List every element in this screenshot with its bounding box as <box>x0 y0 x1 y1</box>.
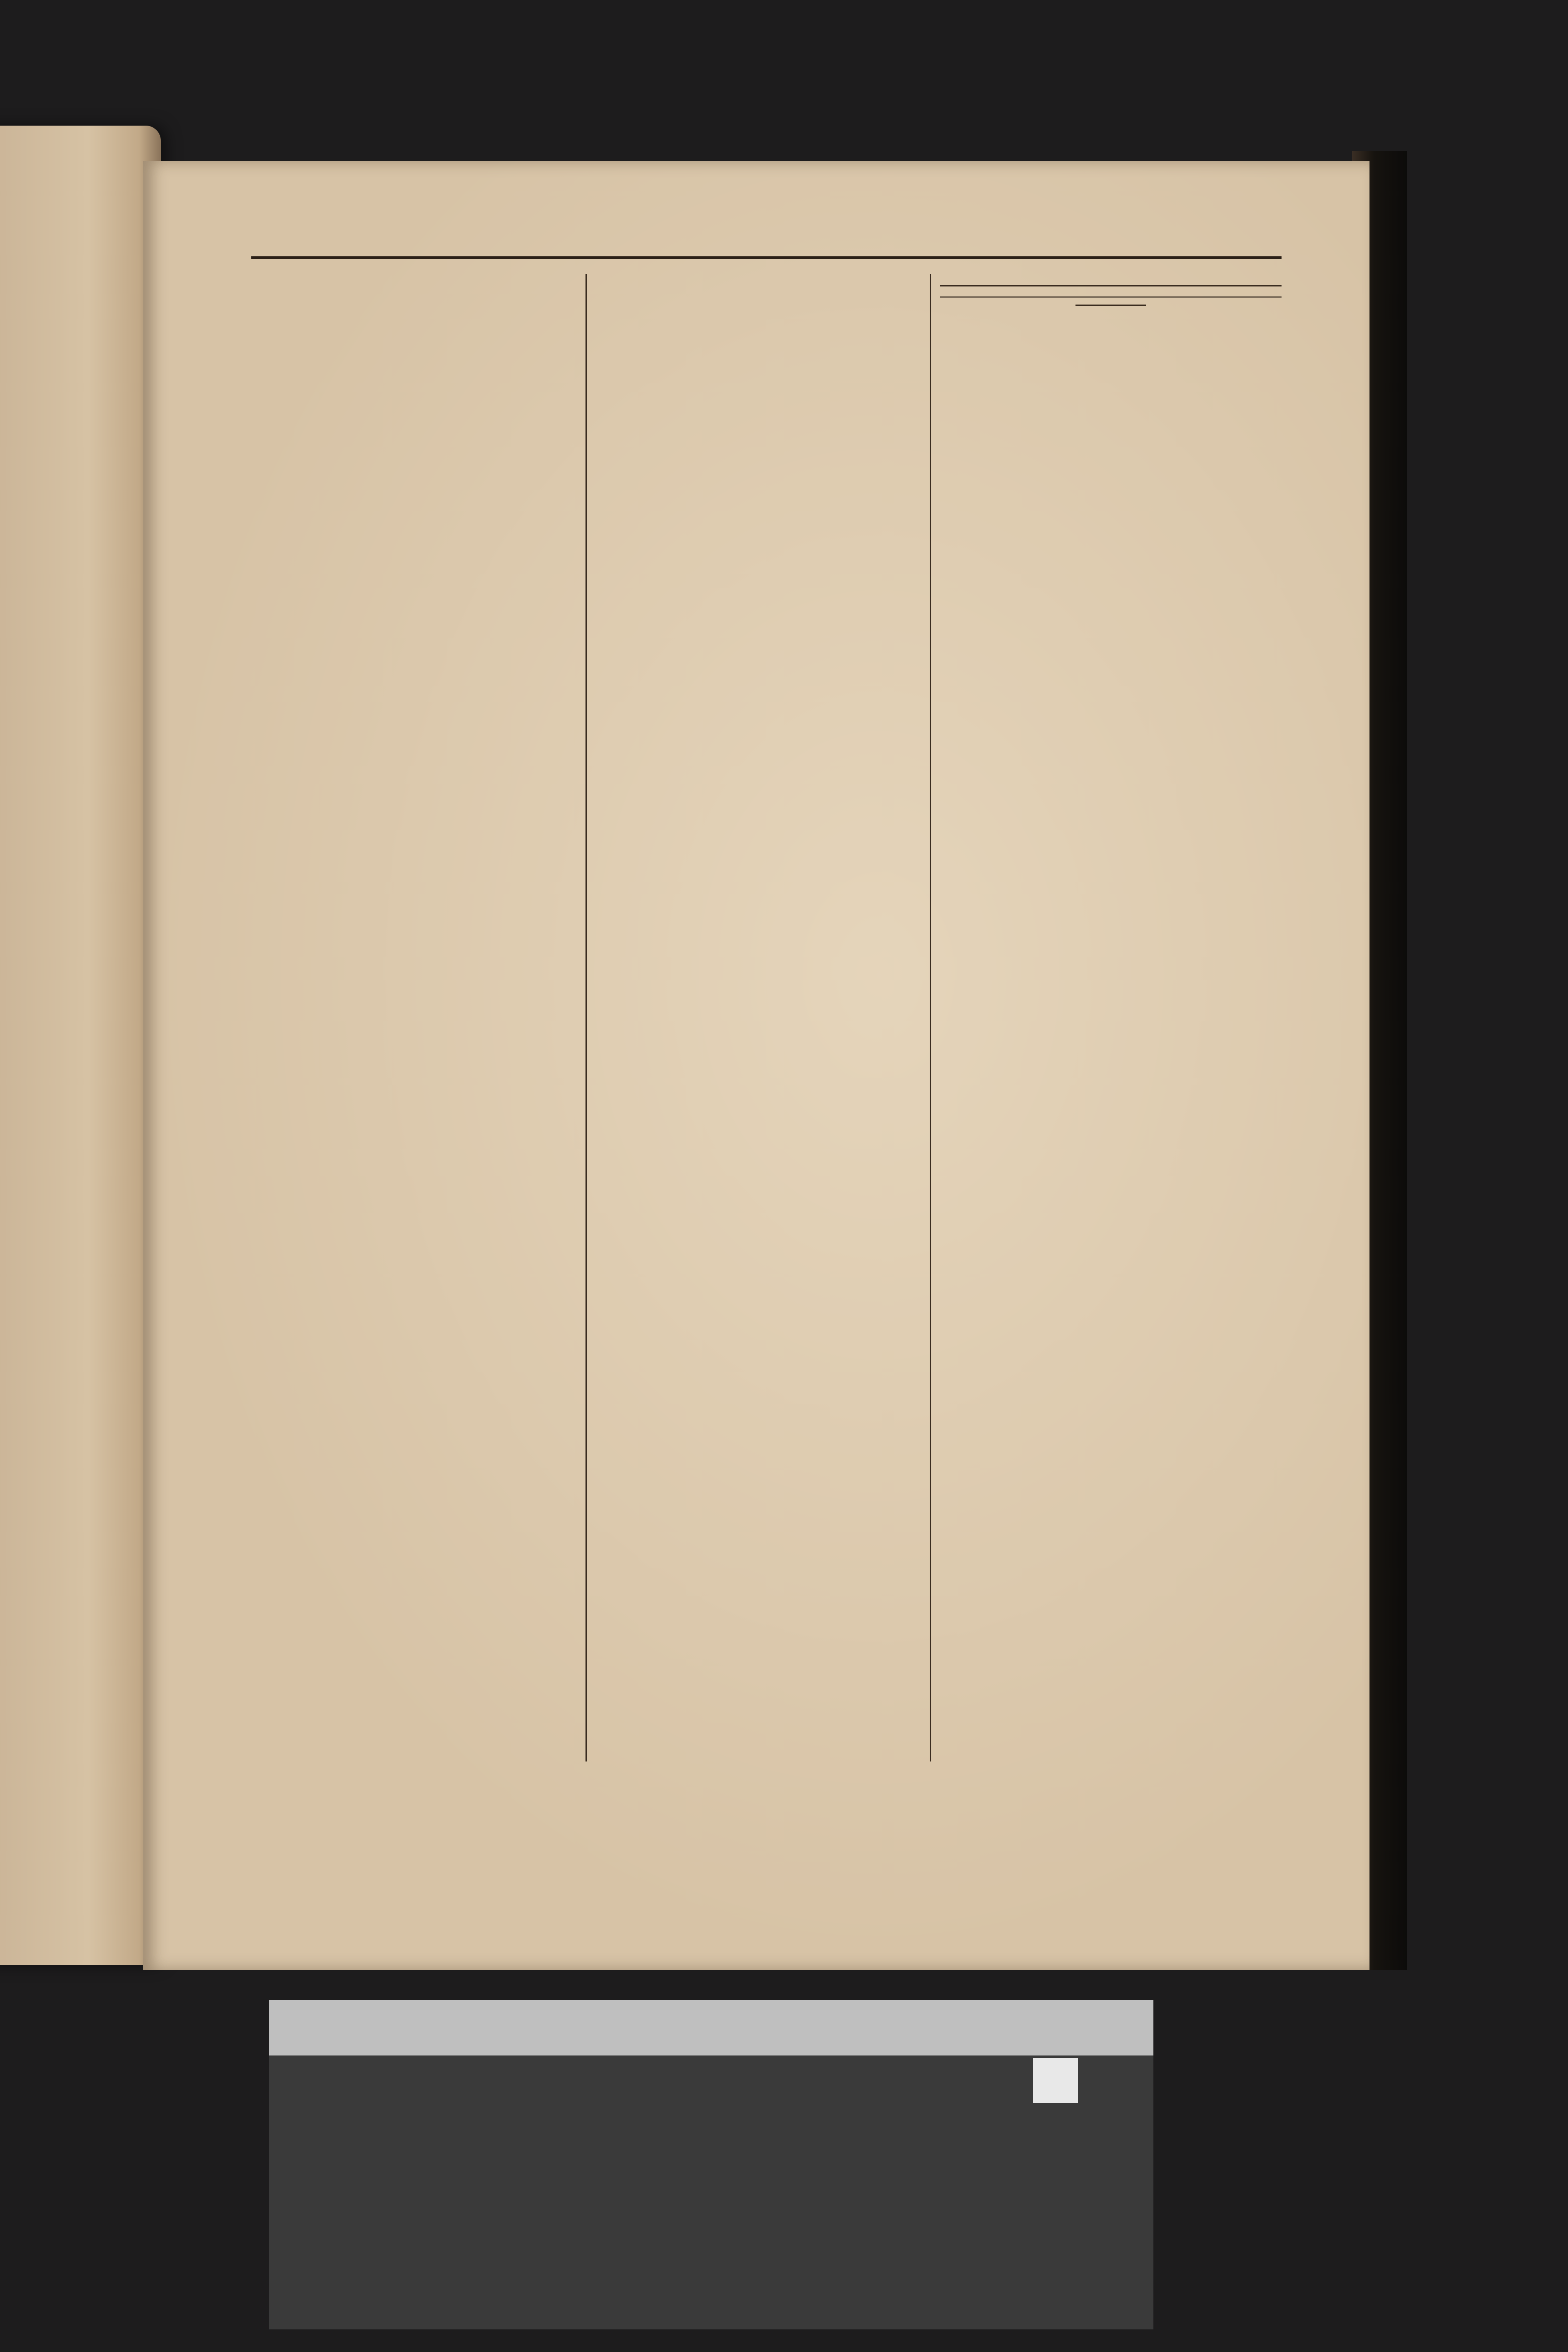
text-column-2 <box>596 274 922 1782</box>
colour-chart <box>269 2000 1153 2329</box>
donation-total-label <box>940 297 1241 298</box>
header-rule <box>251 256 1282 259</box>
section-rule <box>1075 305 1146 306</box>
previous-page <box>0 126 161 1965</box>
donation-total-row <box>940 297 1282 298</box>
donation-table <box>940 297 1282 298</box>
text-column-3 <box>940 274 1282 1782</box>
donation-total <box>1241 297 1282 298</box>
chart-logo <box>1033 2058 1078 2103</box>
book-page <box>143 161 1369 1970</box>
ruler <box>269 2000 1153 2055</box>
swatches-dark <box>269 2224 1153 2324</box>
swatches-light <box>269 2123 1153 2224</box>
column-separator <box>585 274 587 1761</box>
column-separator <box>930 274 931 1761</box>
swatch-labels <box>269 2101 1153 2121</box>
section-rule <box>940 285 1282 286</box>
text-column-1 <box>251 274 578 1782</box>
